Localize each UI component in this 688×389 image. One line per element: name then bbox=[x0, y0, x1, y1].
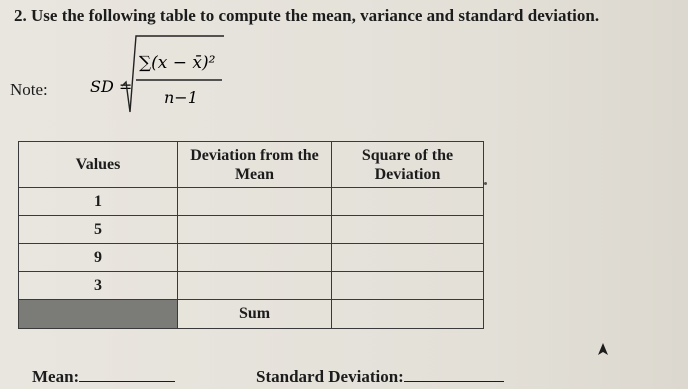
shaded-cell bbox=[19, 300, 178, 329]
deviation-cell[interactable] bbox=[178, 272, 332, 300]
table-row bbox=[19, 216, 484, 244]
deviation-cell[interactable] bbox=[178, 188, 332, 216]
value-cell: 5 bbox=[19, 216, 178, 244]
value-cell: 3 bbox=[19, 272, 178, 300]
sd-blank[interactable] bbox=[404, 367, 504, 382]
formula-denominator: n−1 bbox=[164, 88, 198, 107]
mean-answer bbox=[32, 367, 175, 387]
header-values: Values bbox=[19, 142, 178, 188]
header-deviation: Deviation from the Mean bbox=[178, 142, 332, 188]
sd-label: Standard Deviation: bbox=[256, 367, 404, 386]
cursor-arrow-icon bbox=[597, 342, 609, 361]
deviation-cell[interactable] bbox=[178, 216, 332, 244]
question-number: 2. bbox=[14, 6, 27, 25]
square-cell[interactable] bbox=[332, 272, 484, 300]
table-row bbox=[19, 188, 484, 216]
mean-blank[interactable] bbox=[79, 367, 175, 382]
sd-formula bbox=[88, 26, 228, 126]
sum-label: Sum bbox=[178, 300, 332, 329]
deviation-table bbox=[18, 141, 484, 329]
mean-label: Mean: bbox=[32, 367, 80, 386]
value-cell: 9 bbox=[19, 244, 178, 272]
question-text: Use the following table to compute the mean, variance and standard deviation. bbox=[31, 6, 600, 25]
stray-mark bbox=[484, 182, 487, 185]
square-cell[interactable] bbox=[332, 188, 484, 216]
value-cell: 1 bbox=[19, 188, 178, 216]
note-label: Note: bbox=[10, 80, 48, 99]
deviation-cell[interactable] bbox=[178, 244, 332, 272]
square-cell[interactable] bbox=[332, 216, 484, 244]
sd-answer bbox=[256, 367, 504, 387]
table-header-row bbox=[19, 142, 484, 188]
sum-row bbox=[19, 300, 484, 329]
question-heading bbox=[14, 6, 599, 26]
sum-cell[interactable] bbox=[332, 300, 484, 329]
sd-formula-graphic bbox=[88, 26, 228, 126]
table-row bbox=[19, 244, 484, 272]
square-cell[interactable] bbox=[332, 244, 484, 272]
header-square-deviation: Square of the Deviation bbox=[332, 142, 484, 188]
formula-lhs: SD = bbox=[90, 77, 133, 96]
table-row bbox=[19, 272, 484, 300]
formula-numerator: ∑(x − x̄)² bbox=[139, 53, 216, 73]
